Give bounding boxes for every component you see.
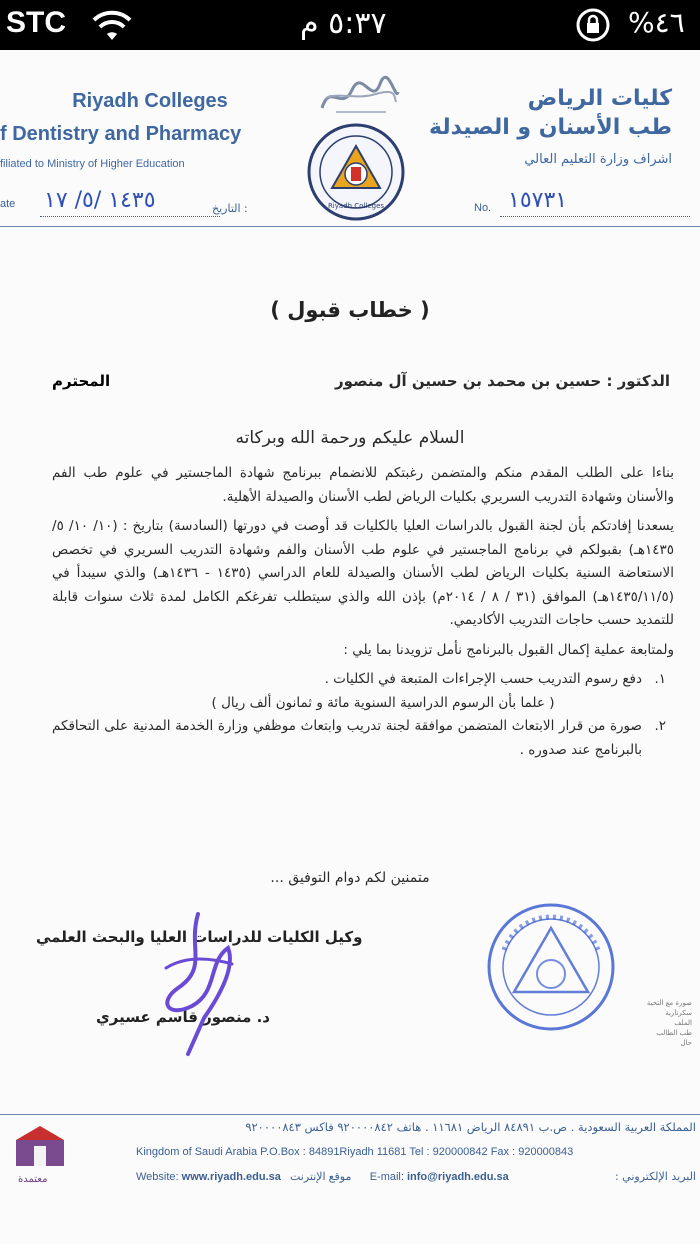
item-number: ٢. bbox=[654, 718, 666, 734]
paragraph-request: بناءا على الطلب المقدم منكم والمتضمن رغبتكم للانضمام ببرنامج شهادة الماجستير في علوم طب الفم والأسنان وشهادة التدريب السريري بكليات الرياض لطب الأسنان والصيدلة الأهلية. bbox=[52, 465, 674, 505]
footer-address-en: Kingdom of Saudi Arabia P.O.Box : 84891Riyadh 11681 Tel : 920000842 Fax : 920000843 bbox=[136, 1146, 574, 1158]
letter-document bbox=[0, 50, 700, 1244]
website-label: Website: bbox=[136, 1171, 179, 1183]
greeting: السلام عليكم ورحمة الله وبركاته bbox=[235, 428, 465, 448]
letter-title: ( خطاب قبول ) bbox=[270, 298, 430, 322]
email-label: E-mail: bbox=[369, 1171, 404, 1183]
battery-level: %٤٦ bbox=[628, 6, 685, 39]
website-label-ar: موقع الإنترنت bbox=[289, 1171, 352, 1183]
rotation-lock-icon bbox=[574, 6, 612, 44]
handwritten-signature bbox=[148, 908, 240, 1058]
number-value: ١٥٧٣١ bbox=[508, 188, 568, 213]
status-bar bbox=[0, 0, 700, 50]
closing-line: متمنين لكم دوام التوفيق ... bbox=[270, 870, 430, 886]
college-subtitle-en: f Dentistry and Pharmacy bbox=[0, 123, 242, 145]
requirement-item-1 bbox=[52, 668, 674, 692]
letterhead-english bbox=[0, 90, 270, 170]
addressee: الدكتور : حسين بن محمد بن حسين آل منصور bbox=[335, 372, 670, 390]
wifi-icon bbox=[90, 8, 134, 42]
header-divider bbox=[0, 226, 700, 227]
honorific: المحترم bbox=[52, 372, 111, 390]
stamp-note: الملف bbox=[674, 1019, 692, 1027]
email-label-ar: البريد الإلكتروني : bbox=[614, 1170, 696, 1183]
college-name-ar: كليات الرياض bbox=[527, 86, 672, 111]
date-label-en: ate bbox=[0, 198, 16, 210]
email-link[interactable]: info@riyadh.edu.sa bbox=[406, 1171, 509, 1183]
accreditation-label: معتمدة bbox=[18, 1174, 48, 1185]
footer-divider bbox=[0, 1114, 700, 1115]
official-stamp bbox=[484, 900, 618, 1034]
college-name-en: Riyadh Colleges bbox=[72, 90, 228, 112]
signatory-title: وكيل الكليات للدراسات العليا والبحث العلمي bbox=[36, 928, 363, 946]
stamp-note: صورة مع التحية bbox=[646, 999, 692, 1007]
letterhead-arabic bbox=[422, 86, 672, 167]
clock: ٥:٣٧ م bbox=[300, 6, 387, 41]
footer-contact bbox=[136, 1170, 509, 1183]
paragraph-acceptance: يسعدنا إفادتكم بأن لجنة القبول بالدراسات العليا بالكليات قد أوصت في دورتها (السادسة) بتاريخ : (١٠/ ١٠/ ٥/ ١٤٣٥هـ) بقبولكم في برنامج الماجستير في علوم طب الأسنان والفم وشهادة التدريب السريري في تخصص الاستعاضة السنية بكليات الرياض لطب الأسنان والصيدلة للعام الدراسي (١٤٣٥ - ١٤٣٦هـ) والذي سيبدأ في (١٤٣٥/١١/٥هـ) الموافق (٣١ / ٨ / ٢٠١٤م) بإذن الله والذي سيتطلب تفرغكم الكامل لمدة ثلاث سنوات قابلة للتمديد حسب حاجات التدريب الأكاديمي. bbox=[52, 518, 675, 628]
stamp-notes bbox=[612, 998, 692, 1048]
college-seal-icon bbox=[306, 122, 406, 222]
stamp-note: سكرتارية bbox=[665, 1009, 692, 1017]
fees-note: ( علما بأن الرسوم الدراسية السنوية مائة و ثمانون ألف ريال ) bbox=[211, 694, 555, 711]
carrier-name: STC bbox=[6, 6, 66, 39]
date-dotted-line bbox=[40, 216, 220, 217]
date-value: ١٤٣٥ /٥/ ١٧ bbox=[44, 188, 156, 213]
affiliation-en: filiated to Ministry of Higher Education bbox=[0, 158, 185, 170]
seal-label: Riyadh Colleges bbox=[327, 202, 385, 210]
stamp-note: طب الطالب bbox=[656, 1029, 692, 1037]
number-label: No. bbox=[474, 202, 492, 214]
date-label-ar: التاريخ : bbox=[212, 202, 248, 215]
affiliation-ar: اشراف وزارة التعليم العالي bbox=[524, 152, 672, 167]
calligraphy-logo bbox=[316, 72, 402, 118]
requirement-item-2 bbox=[52, 715, 674, 762]
item-number: ١. bbox=[654, 671, 666, 687]
item-text: صورة من قرار الابتعاث المتضمن موافقة لجنة تدريب وابتعاث موظفي وزارة الخدمة المدنية على التحاقكم بالبرنامج عند صدوره . bbox=[52, 718, 642, 758]
letter-body bbox=[52, 462, 674, 762]
signatory-name: د. منصور قاسم عسيري bbox=[96, 1008, 270, 1026]
paragraph-requirements: ولمتابعة عملية إكمال القبول بالبرنامج نأمل تزويدنا بما يلي : bbox=[343, 641, 674, 658]
number-dotted-line bbox=[500, 216, 690, 217]
website-link[interactable]: www.riyadh.edu.sa bbox=[181, 1171, 281, 1183]
college-subtitle-ar: طب الأسنان و الصيدلة bbox=[428, 115, 672, 140]
stamp-note: حال bbox=[680, 1039, 692, 1047]
item-text: دفع رسوم التدريب حسب الإجراءات المتبعة في الكليات . bbox=[324, 671, 642, 687]
footer-address-ar: المملكة العربية السعودية . ص.ب ٨٤٨٩١ الرياض ١١٦٨١ . هاتف ٩٢٠٠٠٠٨٤٢ فاكس ٩٢٠٠٠٠٨٤٣ bbox=[245, 1120, 696, 1134]
